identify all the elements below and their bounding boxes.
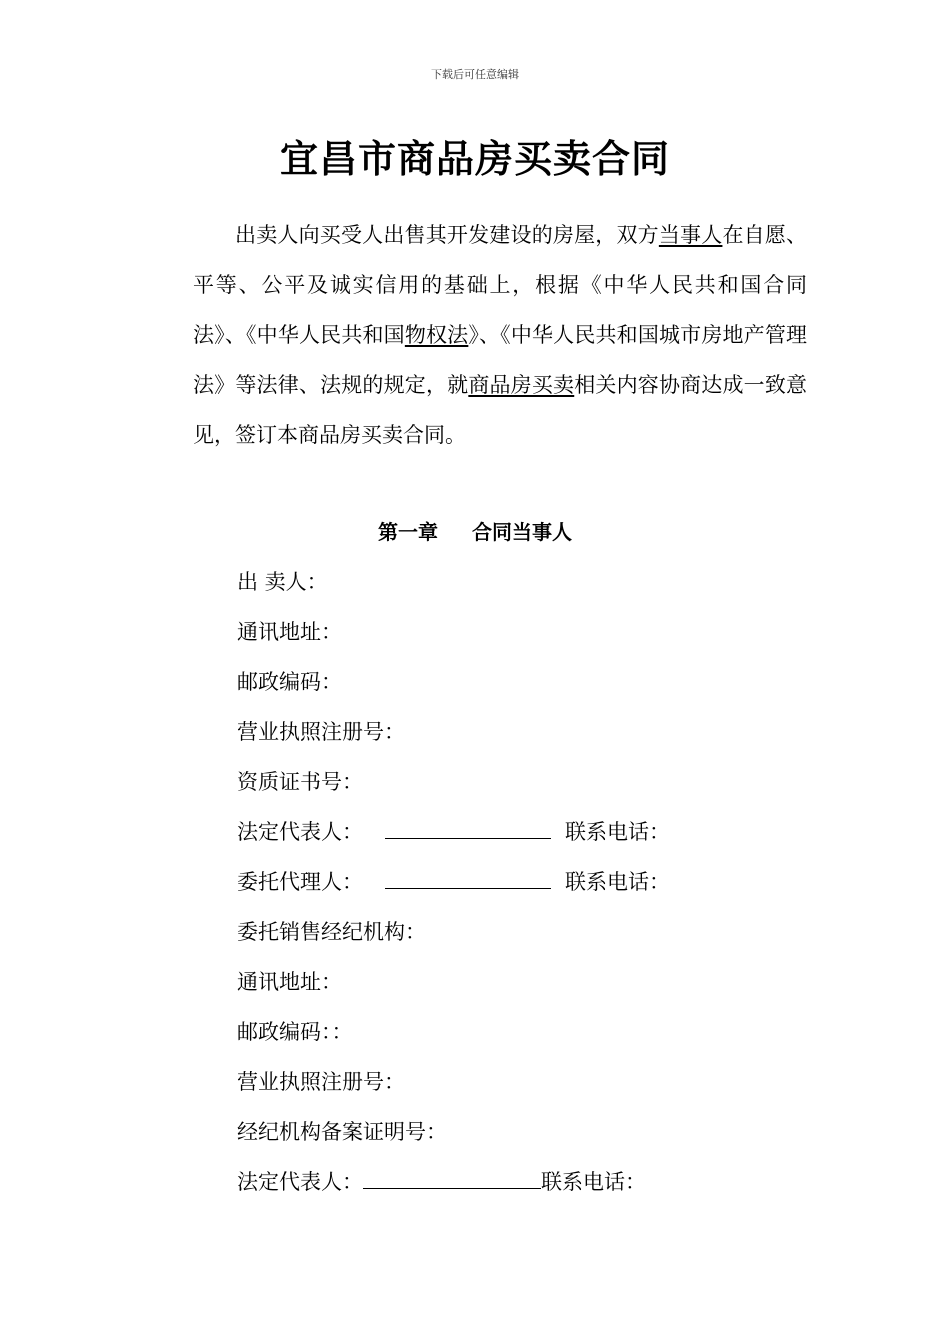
- agent-blank[interactable]: [385, 868, 551, 889]
- field-agency-record-cert: 经纪机构备案证明号：: [237, 1120, 447, 1144]
- agency-rep-blank[interactable]: [363, 1168, 541, 1189]
- field-sales-agency: 委托销售经纪机构：: [237, 920, 426, 944]
- legal-rep-blank[interactable]: [385, 818, 551, 839]
- intro-text-4: 相关内容协商达成一致意见，签订本商品房买卖合同。: [193, 373, 808, 447]
- agent-contact-label: 联系电话：: [565, 870, 670, 894]
- field-legal-representative: [237, 807, 837, 857]
- field-address: 通讯地址：: [237, 620, 342, 644]
- chapter-heading: [0, 516, 950, 545]
- legal-rep-contact-label: 联系电话：: [565, 820, 670, 844]
- underlined-term-house-sale: 商品房买卖: [468, 373, 575, 397]
- chapter-title: 合同当事人: [472, 520, 572, 544]
- intro-text-2: 在自愿、平等、公平及诚实信用的基础上，根据《中华人民共和国合同法》、《中华人民共和国: [193, 223, 808, 347]
- agency-rep-contact-label: 联系电话：: [541, 1170, 646, 1194]
- field-seller: 出 卖人：: [237, 570, 328, 594]
- party-fields: [237, 557, 837, 1207]
- field-business-license: 营业执照注册号：: [237, 720, 405, 744]
- agent-label: 委托代理人：: [237, 870, 363, 894]
- intro-paragraph: [193, 210, 807, 460]
- document-title: 宜昌市商品房买卖合同: [279, 137, 670, 181]
- field-agency-address: 通讯地址：: [237, 970, 342, 994]
- legal-rep-label: 法定代表人：: [237, 820, 363, 844]
- header-note: 下载后可任意编辑: [431, 68, 519, 81]
- underlined-term-parties: 当事人: [658, 223, 723, 247]
- intro-text-1: 出卖人向买受人出售其开发建设的房屋，双方: [235, 223, 659, 247]
- field-agency-legal-representative: [237, 1157, 837, 1207]
- intro-text-3: 》、《中华人民共和国城市房地产管理法》等法律、法规的规定，就: [193, 323, 808, 397]
- field-qualification-cert: 资质证书号：: [237, 770, 363, 794]
- field-agency-business-license: 营业执照注册号：: [237, 1070, 405, 1094]
- underlined-term-property-law: 物权法: [404, 323, 469, 347]
- chapter-number: 第一章: [378, 520, 438, 544]
- field-agency-postcode: 邮政编码：：: [237, 1020, 353, 1044]
- agency-rep-label: 法定代表人：: [237, 1170, 363, 1194]
- field-postcode: 邮政编码：: [237, 670, 342, 694]
- field-authorized-agent: [237, 857, 837, 907]
